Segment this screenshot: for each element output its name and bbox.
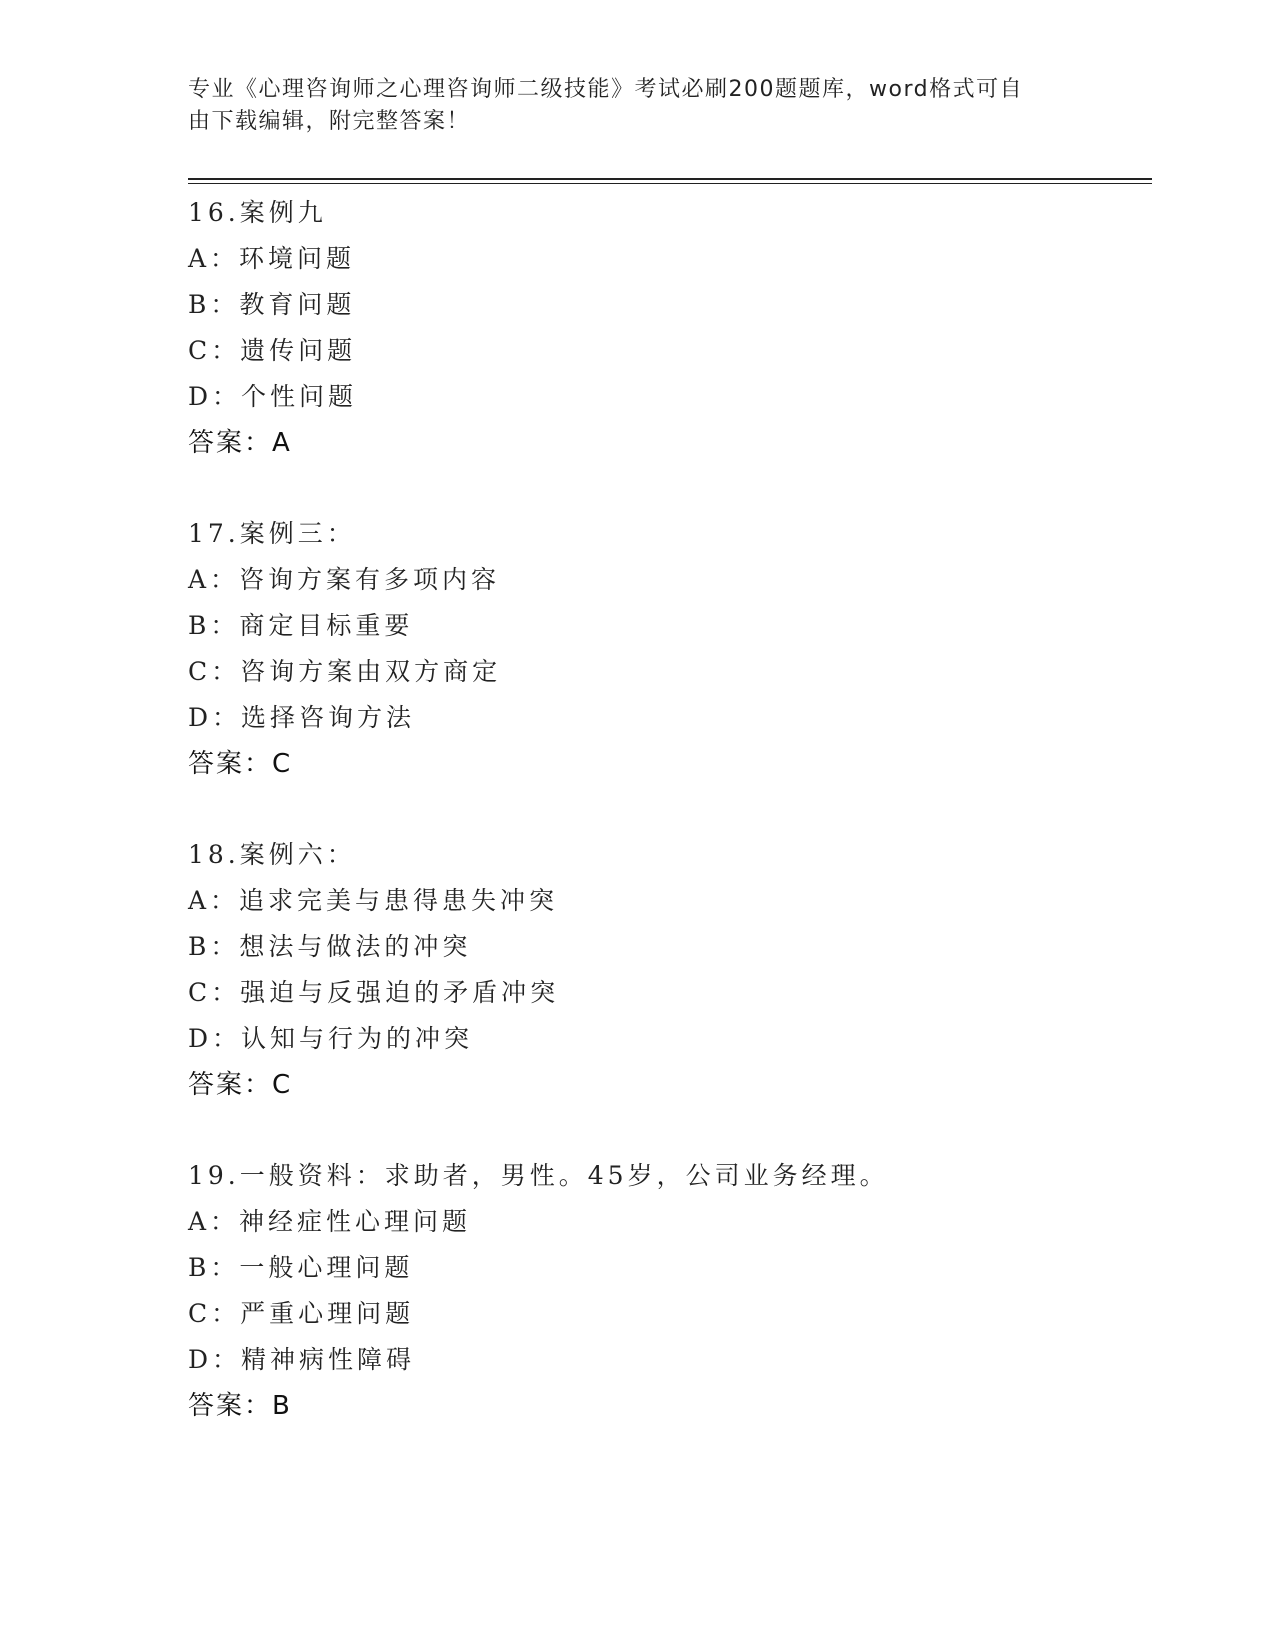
answer: 答案：C [188, 749, 293, 779]
header-line-2: 由下载编辑，附完整答案！ [188, 109, 471, 134]
document-header [188, 74, 1068, 138]
question-18 [188, 832, 1148, 1108]
option-a: A：环境问题 [188, 244, 356, 273]
question-stem: 17.案例三： [188, 519, 356, 548]
answer: 答案：B [188, 1391, 292, 1421]
header-divider-thin [188, 183, 1152, 184]
option-a: A：神经症性心理问题 [188, 1207, 472, 1236]
option-b: B：一般心理问题 [188, 1253, 414, 1282]
option-b: B：商定目标重要 [188, 611, 414, 640]
question-stem: 16.案例九 [188, 198, 327, 227]
question-16 [188, 190, 1148, 466]
question-17 [188, 511, 1148, 787]
question-stem: 18.案例六： [188, 840, 356, 869]
option-c: C：遗传问题 [188, 336, 357, 365]
question-stem: 19.一般资料：求助者，男性。45岁，公司业务经理。 [188, 1161, 889, 1190]
option-c: C：严重心理问题 [188, 1299, 415, 1328]
header-line-1: 专业《心理咨询师之心理咨询师二级技能》考试必刷200题题库，word格式可自 [188, 77, 1024, 102]
answer: 答案：A [188, 428, 292, 458]
option-b: B：教育问题 [188, 290, 356, 319]
question-19 [188, 1153, 1148, 1429]
option-d: D：个性问题 [188, 382, 358, 411]
option-d: D：精神病性障碍 [188, 1345, 416, 1374]
option-b: B：想法与做法的冲突 [188, 932, 472, 961]
header-divider-thick [188, 178, 1152, 180]
question-list [188, 190, 1148, 1474]
answer: 答案：C [188, 1070, 293, 1100]
option-d: D：选择咨询方法 [188, 703, 416, 732]
option-c: C：强迫与反强迫的矛盾冲突 [188, 978, 560, 1007]
option-d: D：认知与行为的冲突 [188, 1024, 474, 1053]
option-a: A：咨询方案有多项内容 [188, 565, 501, 594]
option-c: C：咨询方案由双方商定 [188, 657, 502, 686]
option-a: A：追求完美与患得患失冲突 [188, 886, 559, 915]
